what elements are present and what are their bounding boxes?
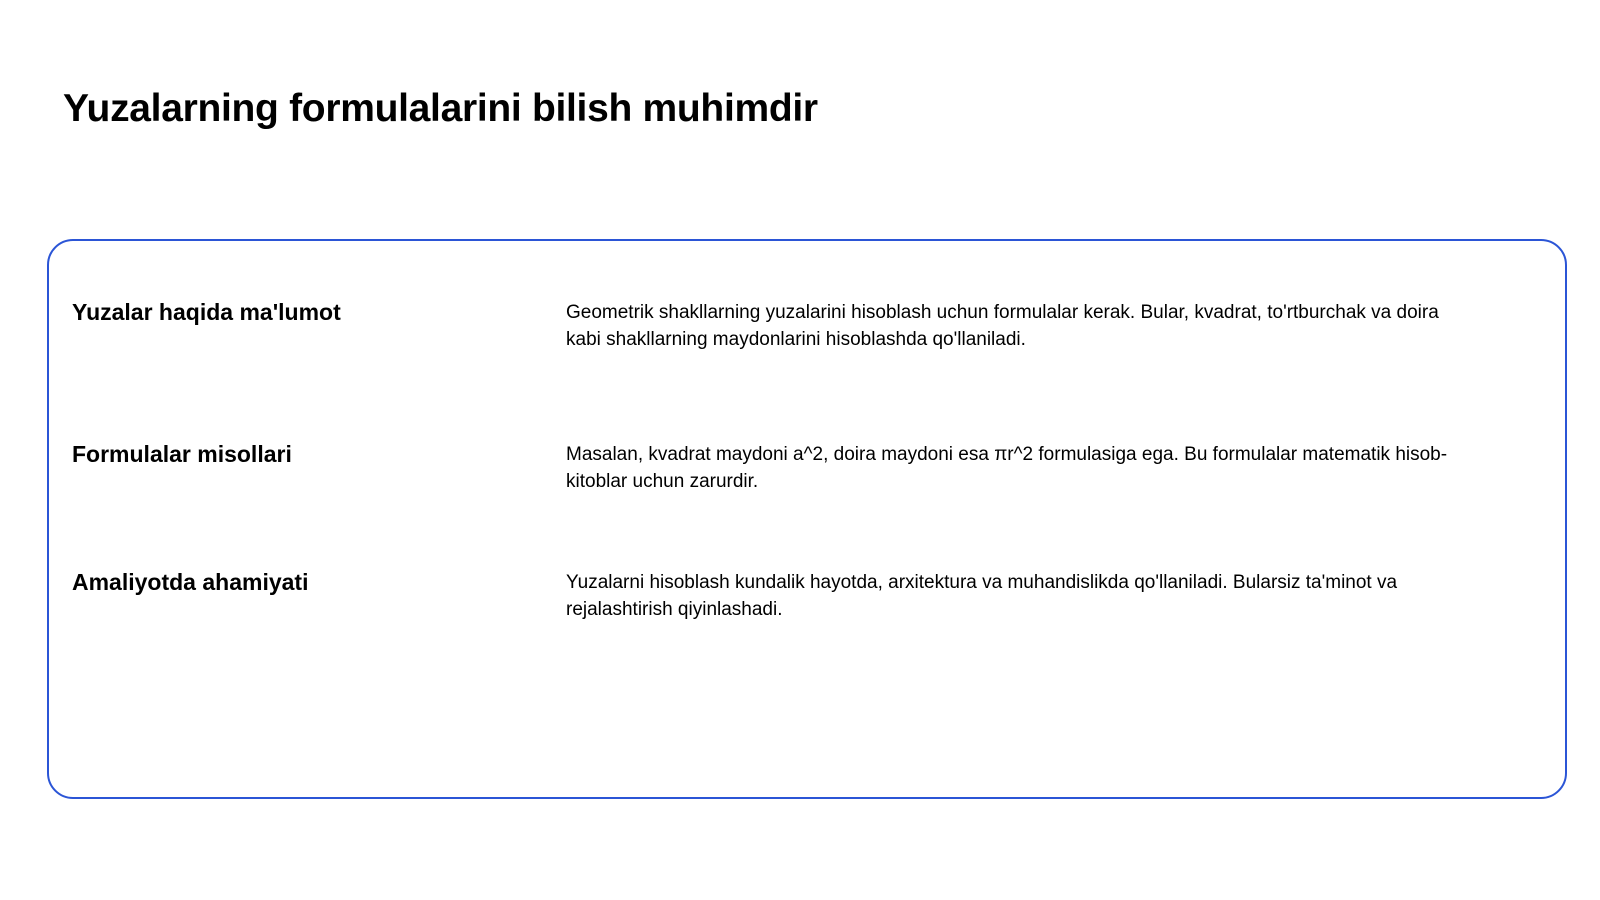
row-label: Yuzalar haqida ma'lumot (72, 299, 341, 325)
row-label: Amaliyotda ahamiyati (72, 569, 309, 595)
row-description: Masalan, kvadrat maydoni a^2, doira maydoni esa πr^2 formulasiga ega. Bu formulalar matematik hisob-kitoblar uchun zarurdir. (566, 444, 1448, 492)
content-card (47, 239, 1567, 799)
slide-title: Yuzalarning formulalarini bilish muhimdir (63, 87, 818, 130)
row-description: Yuzalarni hisoblash kundalik hayotda, arxitektura va muhandislikda qo'llaniladi. Bularsiz ta'minot va rejalashtirish qiyinlashadi. (566, 572, 1398, 620)
row-description: Geometrik shakllarning yuzalarini hisoblash uchun formulalar kerak. Bular, kvadrat, to'rtburchak va doira kabi shakllarning maydonlarini hisoblashda qo'llaniladi. (566, 302, 1439, 350)
row-label: Formulalar misollari (72, 441, 292, 467)
